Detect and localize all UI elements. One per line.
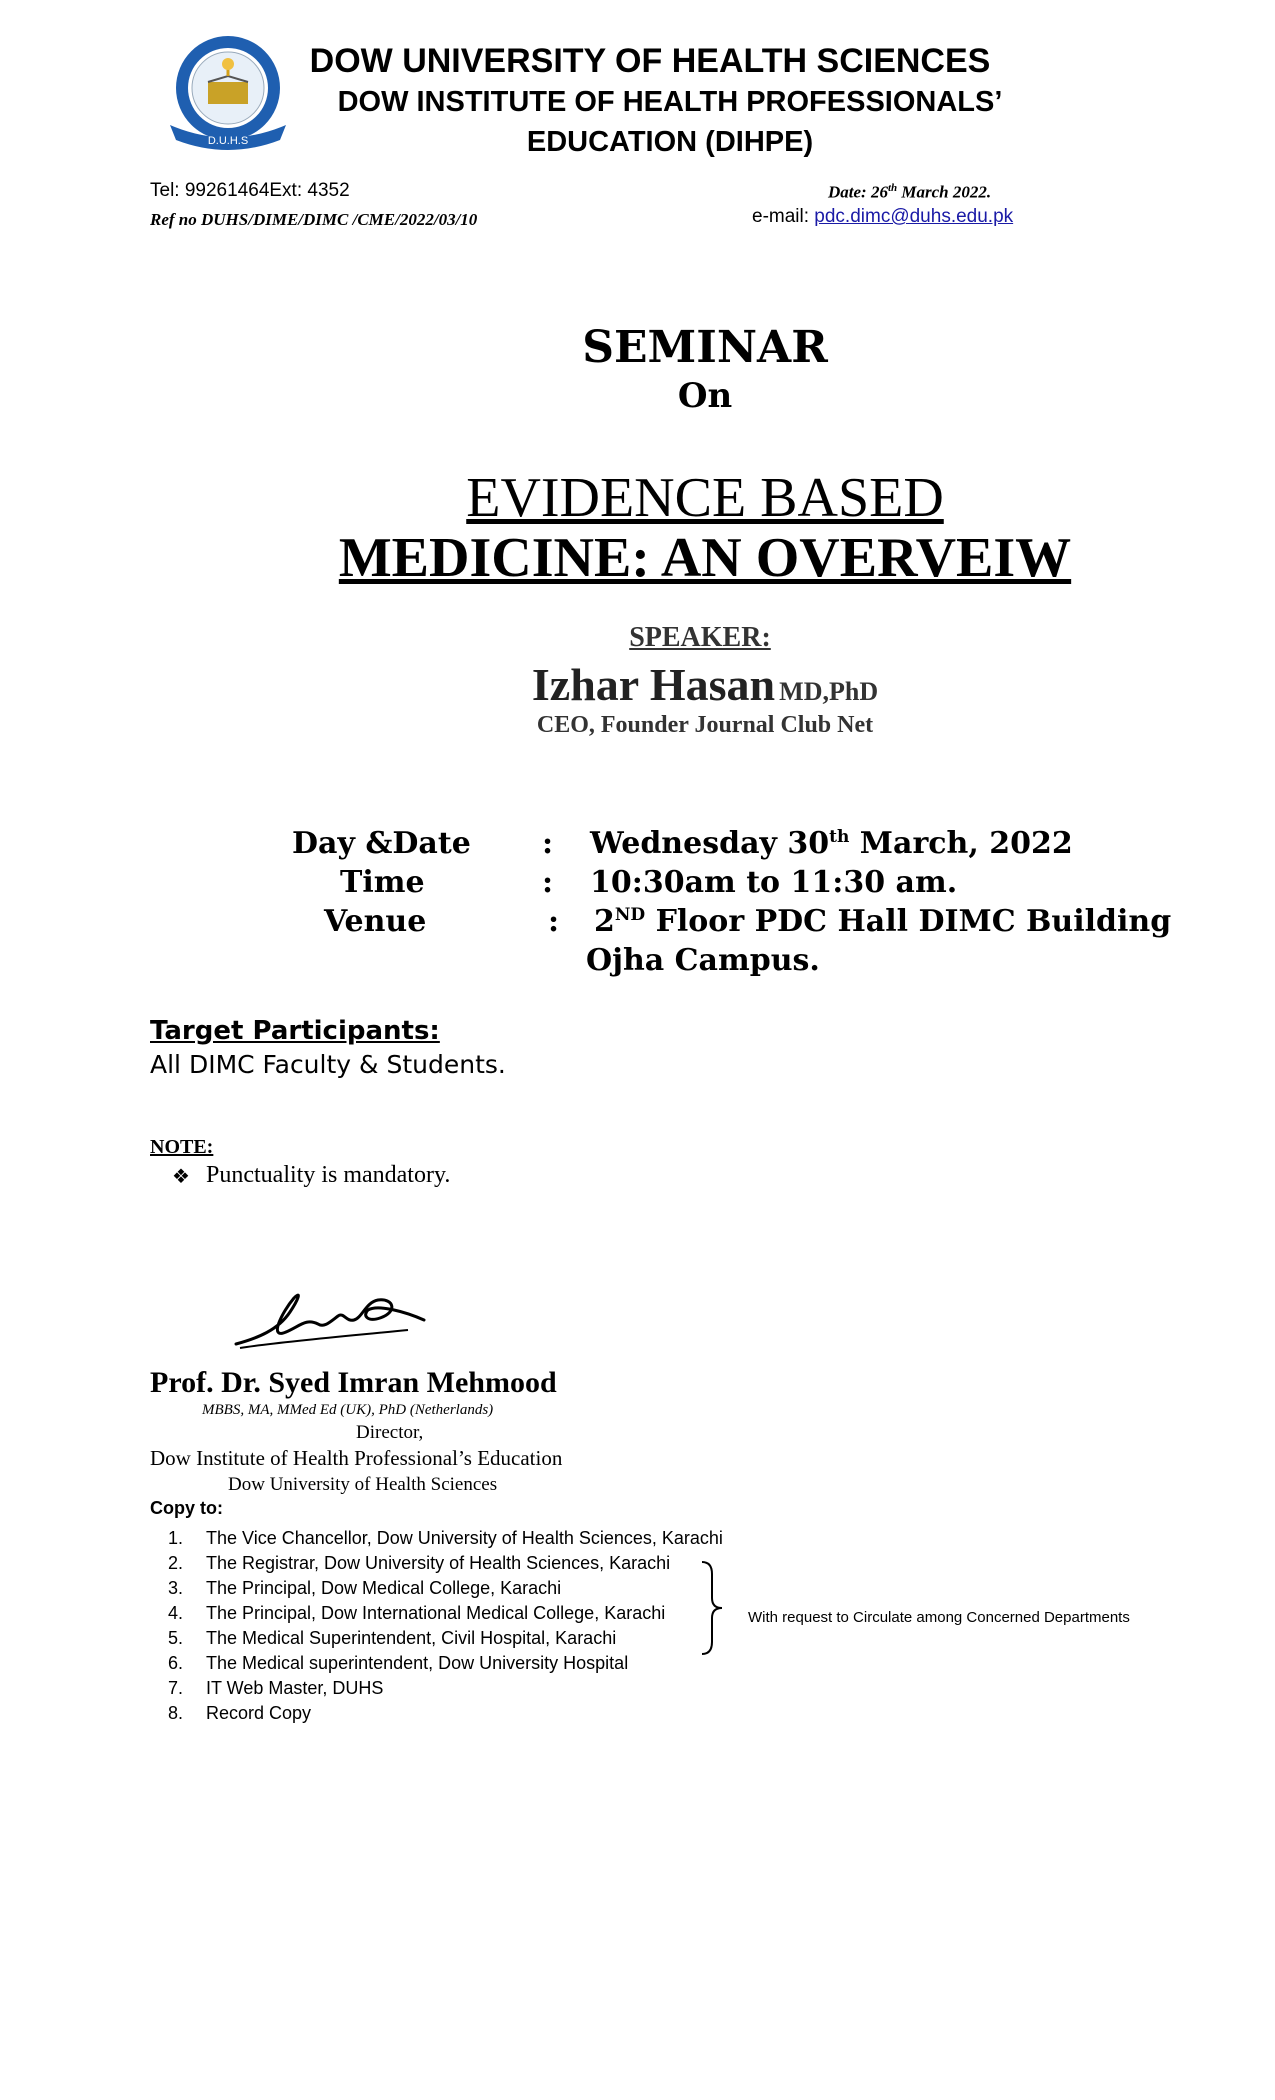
copy-list-item <box>168 1678 383 1699</box>
venue-colon: : <box>548 904 560 939</box>
seminar-title-line2: MEDICINE: AN OVERVEIW <box>338 527 1072 589</box>
copy-item-number: 3. <box>168 1578 184 1598</box>
institute-name-line1: DOW INSTITUTE OF HEALTH PROFESSIONALS’ <box>337 86 1003 118</box>
university-name: DOW UNIVERSITY OF HEALTH SCIENCES <box>309 42 991 80</box>
telephone: Tel: 99261464Ext: 4352 <box>150 180 350 201</box>
day-date-value <box>590 826 1073 861</box>
curly-brace-icon <box>700 1560 730 1656</box>
signature <box>228 1282 438 1352</box>
date-label: Date: <box>828 182 867 202</box>
day-date-colon: : <box>542 826 554 861</box>
institute-name-line2: EDUCATION (DIHPE) <box>526 126 814 158</box>
speaker-role: CEO, Founder Journal Club Net <box>536 712 874 738</box>
copy-item-number: 5. <box>168 1628 184 1648</box>
copy-item-text: The Medical superintendent, Dow University Hospital <box>206 1653 629 1673</box>
copy-item-text: The Principal, Dow International Medical College, Karachi <box>206 1603 666 1623</box>
time-label: Time <box>340 865 425 900</box>
reference-number: Ref no DUHS/DIME/DIMC /CME/2022/03/10 <box>150 210 478 229</box>
copy-item-number: 7. <box>168 1678 184 1698</box>
date-sup: th <box>887 182 898 194</box>
copy-item-text: The Medical Superintendent, Civil Hospital, Karachi <box>206 1628 617 1648</box>
speaker-label: SPEAKER: <box>629 622 771 653</box>
copy-list-item <box>168 1528 723 1549</box>
venue-floor: 2 <box>594 904 615 939</box>
copy-item-text: The Registrar, Dow University of Health Sciences, Karachi <box>206 1553 671 1573</box>
speaker-name: Izhar Hasan <box>531 659 776 710</box>
copy-label: Copy to: <box>150 1498 223 1518</box>
email-line <box>752 206 1013 228</box>
copy-list-item <box>168 1628 616 1649</box>
seminar-on: On <box>677 376 733 416</box>
copy-list-item <box>168 1578 561 1599</box>
copy-item-text: Record Copy <box>206 1703 312 1723</box>
venue-label: Venue <box>324 904 427 939</box>
venue-line2: Ojha Campus. <box>586 943 820 978</box>
email-link[interactable]: pdc.dimc@duhs.edu.pk <box>814 206 1014 227</box>
speaker-name-line <box>0 658 1275 711</box>
signatory-org2: Dow University of Health Sciences <box>228 1474 498 1495</box>
copy-list-item <box>168 1703 311 1724</box>
seminar-title-line1: EVIDENCE BASED <box>466 467 944 529</box>
copy-item-text: IT Web Master, DUHS <box>206 1678 384 1698</box>
copy-list-item <box>168 1653 628 1674</box>
venue-rest: Floor PDC Hall DIMC Building <box>645 904 1172 939</box>
bracket-note: With request to Circulate among Concerned Departments <box>748 1609 1130 1626</box>
copy-item-number: 1. <box>168 1528 184 1548</box>
signatory-degrees: MBBS, MA, MMed Ed (UK), PhD (Netherlands) <box>202 1402 494 1418</box>
copy-item-number: 8. <box>168 1703 184 1723</box>
copy-item-text: The Vice Chancellor, Dow University of Health Sciences, Karachi <box>206 1528 723 1548</box>
seminar-heading: SEMINAR <box>582 322 828 373</box>
day-value-sup: th <box>829 827 850 847</box>
note-label: NOTE: <box>150 1136 214 1158</box>
time-colon: : <box>542 865 554 900</box>
venue-value <box>594 904 1171 939</box>
date-rest: March 2022. <box>901 182 992 202</box>
signatory-org1: Dow Institute of Health Professional’s Education <box>150 1446 563 1470</box>
copy-item-number: 6. <box>168 1653 184 1673</box>
copy-list-item <box>168 1553 670 1574</box>
participants-value: All DIMC Faculty & Students. <box>150 1050 506 1079</box>
copy-item-text: The Principal, Dow Medical College, Karachi <box>206 1578 562 1598</box>
note-bullet: ❖ <box>172 1164 190 1188</box>
time-value: 10:30am to 11:30 am. <box>590 865 958 900</box>
copy-item-number: 4. <box>168 1603 184 1623</box>
signatory-title: Director, <box>356 1422 424 1443</box>
copy-list-item <box>168 1603 665 1624</box>
note-text: Punctuality is mandatory. <box>206 1162 451 1188</box>
copy-item-number: 2. <box>168 1553 184 1573</box>
signatory-name: Prof. Dr. Syed Imran Mehmood <box>150 1366 557 1399</box>
venue-sup: ND <box>614 905 646 925</box>
day-value-main: Wednesday 30 <box>590 826 830 861</box>
day-date-label: Day &Date <box>292 826 471 861</box>
day-value-post: March, 2022 <box>849 826 1073 861</box>
date-day: 26 <box>870 182 888 202</box>
letter-date <box>828 182 991 203</box>
speaker-degrees: MD,PhD <box>779 677 879 706</box>
logo-text-bottom: D.U.H.S <box>207 135 249 147</box>
email-label: e-mail: <box>752 206 815 227</box>
participants-label: Target Participants: <box>150 1016 440 1046</box>
